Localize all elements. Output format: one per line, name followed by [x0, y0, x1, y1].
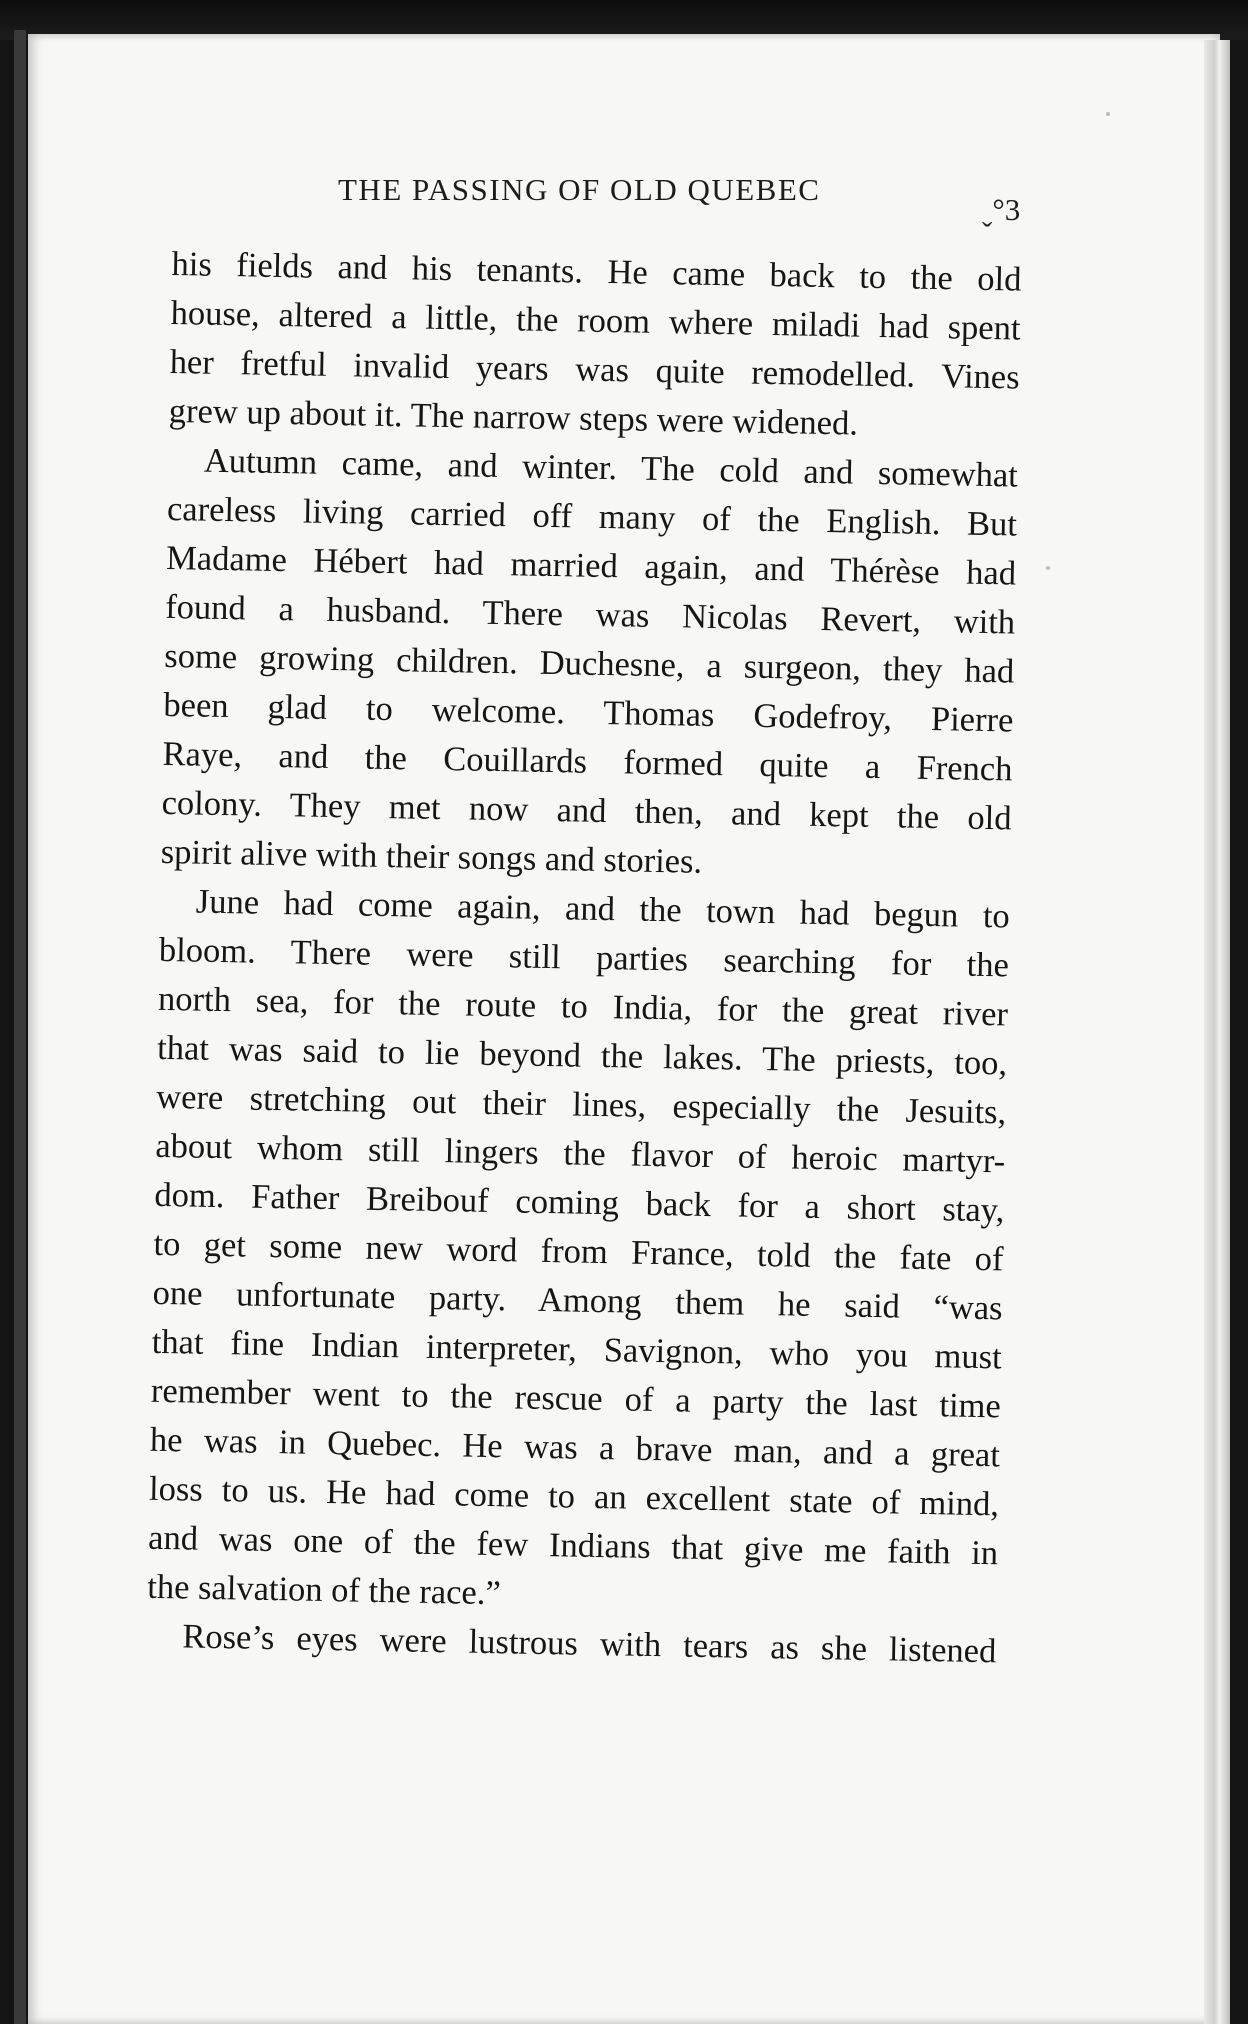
text-line: loss to us. He had come to an excellent state of mind, — [148, 1469, 1000, 1524]
book-spine-edge — [14, 30, 26, 2024]
text-line: bloom. There were still parties searching for the — [158, 930, 1010, 985]
text-line: to get some new word from France, told the fate of — [153, 1224, 1004, 1279]
page-fore-edge — [1204, 40, 1230, 2024]
text-line: careless living carried off many of the English. But — [166, 489, 1018, 544]
text-line: spirit alive with their songs and stories. — [160, 832, 703, 881]
text-line: house, altered a little, the room where miladi had spent — [170, 293, 1021, 348]
paragraph-1 — [168, 240, 1021, 452]
paper-speck — [1106, 112, 1110, 116]
text-line: remember went to the rescue of a party the last time — [150, 1371, 1002, 1426]
text-line: and was one of the few Indians that give me faith in — [147, 1518, 999, 1573]
text-line: one unfortunate party. Among them he said “was — [152, 1273, 1003, 1328]
text-line: his fields and his tenants. He came back to the old — [171, 244, 1022, 299]
text-line: were stretching out their lines, especially the Jesuits, — [155, 1077, 1007, 1132]
text-line: that fine Indian interpreter, Savignon, who you must — [151, 1322, 1003, 1377]
text-line: her fretful invalid years was quite remodelled. Vines — [169, 342, 1020, 397]
text-line: the salvation of the race.” — [146, 1567, 502, 1613]
text-line: that was said to lie beyond the lakes. The priests, too, — [156, 1028, 1008, 1083]
text-line: found a husband. There was Nicolas Revert, with — [164, 587, 1016, 642]
running-head: THE PASSING OF OLD QUEBEC — [338, 172, 821, 207]
text-line: north sea, for the route to India, for the great river — [157, 979, 1009, 1034]
text-line: June had come again, and the town had begun to — [195, 882, 1011, 936]
text-line: some growing children. Duchesne, a surgeon, they had — [164, 636, 1015, 691]
paragraph-2 — [160, 436, 1018, 893]
text-line: Madame Hébert had married again, and Thérèse had — [165, 538, 1017, 593]
paper-speck — [1046, 566, 1050, 570]
text-line: colony. They met now and then, and kept the old — [161, 783, 1012, 838]
text-line: Raye, and the Couillards formed quite a French — [162, 734, 1013, 789]
text-line: grew up about it. The narrow steps were widened. — [168, 391, 859, 443]
page-number: ˬ°3 — [982, 192, 1021, 227]
paragraph-3 — [147, 877, 1010, 1627]
text-line: been glad to welcome. Thomas Godefroy, Pierre — [163, 685, 1014, 740]
text-line: Rose’s eyes were lustrous with tears as she listened — [182, 1617, 997, 1671]
text-line: about whom still lingers the flavor of heroic martyr- — [155, 1126, 1006, 1181]
text-line: dom. Father Breibouf coming back for a short stay, — [154, 1175, 1005, 1230]
body-text — [146, 240, 1022, 1676]
text-line: he was in Quebec. He was a brave man, and a great — [149, 1420, 1001, 1475]
text-line: Autumn came, and winter. The cold and somewhat — [203, 441, 1019, 495]
